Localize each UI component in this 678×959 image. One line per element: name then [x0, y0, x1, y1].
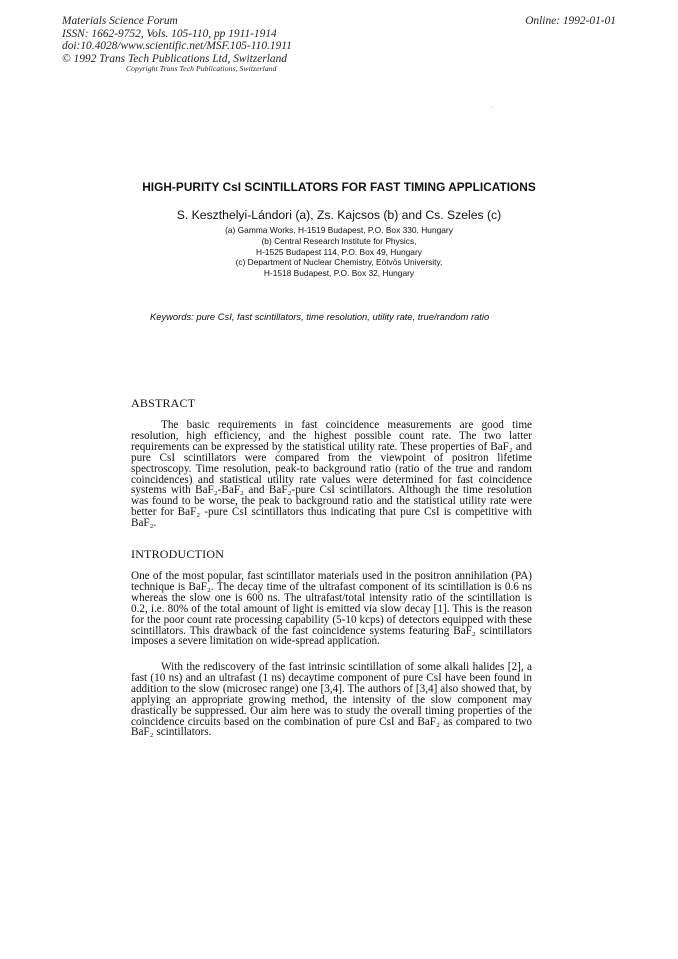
- affiliation-line: H-1525 Budapest 114, P.O. Box 49, Hungary: [256, 246, 422, 257]
- introduction-heading: INTRODUCTION: [131, 547, 225, 561]
- copyright-stamp: Copyright Trans Tech Publications, Switzerland: [126, 64, 277, 73]
- affiliation-line: (c) Department of Nuclear Chemistry, Eötvös University,: [235, 257, 443, 268]
- affiliations: [0, 225, 678, 279]
- scan-speck: [492, 107, 493, 108]
- author-list: S. Keszthelyi-Lándori (a), Zs. Kajcsos (b) and Cs. Szeles (c): [176, 208, 502, 222]
- affiliation-line: (b) Central Research Institute for Physics,: [261, 235, 417, 246]
- affiliation-line: (a) Gamma Works, H-1519 Budapest, P.O. Box 330, Hungary: [225, 225, 453, 235]
- introduction-paragraph: One of the most popular, fast scintillator materials used in the positron annihilation (PA) technique is BaF₂. The decay time of the ultrafast component of its scintillation is 0.6 ns whereas the slow one is 600 ns. The ultrafast/total intensity ratio of the scintillation is 0.2, i.e. 80% of the total amount of light is emitted via slow decay [1]. This is the reason for the poor count rate processing capability (5-10 kcps) of detectors equipped with these scintillators. This drawback of the fast coincidence systems featuring BaF₂ scintillators imposes a severe limitation on wide-spread application.: [131, 570, 532, 648]
- introduction-paragraph: With the rediscovery of the fast intrinsic scintillation of some alkali halides [2], a fast (10 ns) and an ultrafast (1 ns) decaytime component of pure CsI have been found in addition to the slow (microsec range) one [3,4]. The authors of [3,4] also showed that, by applying an appropriate growing method, the intensity of the slow component may drastically be suppressed. Our aim here was to study the overall timing properties of the coincidence circuits based on the combination of pure CsI and BaF₂ as compared to two BaF₂ scintillators.: [131, 661, 532, 739]
- publisher-line: © 1992 Trans Tech Publications Ltd, Switzerland: [62, 52, 287, 65]
- journal-header: [62, 15, 392, 65]
- keywords: Keywords: pure CsI, fast scintillators, time resolution, utility rate, true/random ratio: [150, 311, 490, 322]
- online-date: Online: 1992-01-01: [525, 15, 616, 27]
- issn-line: ISSN: 1662-9752, Vols. 105-110, pp 1911-1914: [62, 27, 277, 40]
- abstract-text: The basic requirements in fast coincidence measurements are good time resolution, high efficiency, and the highest possible count rate. The two latter requirements can be expressed by the statistical utility rate. These properties of BaF₂ and pure CsI scintillators were compared from the viewpoint of positron lifetime spectroscopy. Time resolution, peak-to background ratio (ratio of the true and random coincidences) and statistical utility rate values were determined for fast coincidence systems with BaF₂-BaF₂ and BaF₂-pure CsI scintillators. Although the time resolution was found to be worse, the peak to background ratio and the statistical utility rate were better for BaF₂ -pure CsI scintillators thus indicating that pure CsI is competitive with BaF₂.: [131, 419, 532, 530]
- paper-title: HIGH-PURITY CsI SCINTILLATORS FOR FAST TIMING APPLICATIONS: [142, 180, 536, 194]
- doi-line[interactable]: doi:10.4028/www.scientific.net/MSF.105-110.1911: [62, 40, 292, 53]
- journal-name: Materials Science Forum: [62, 15, 178, 27]
- affiliation-line: H-1518 Budapest, P.O. Box 32, Hungary: [263, 268, 415, 279]
- abstract-heading: ABSTRACT: [131, 396, 196, 410]
